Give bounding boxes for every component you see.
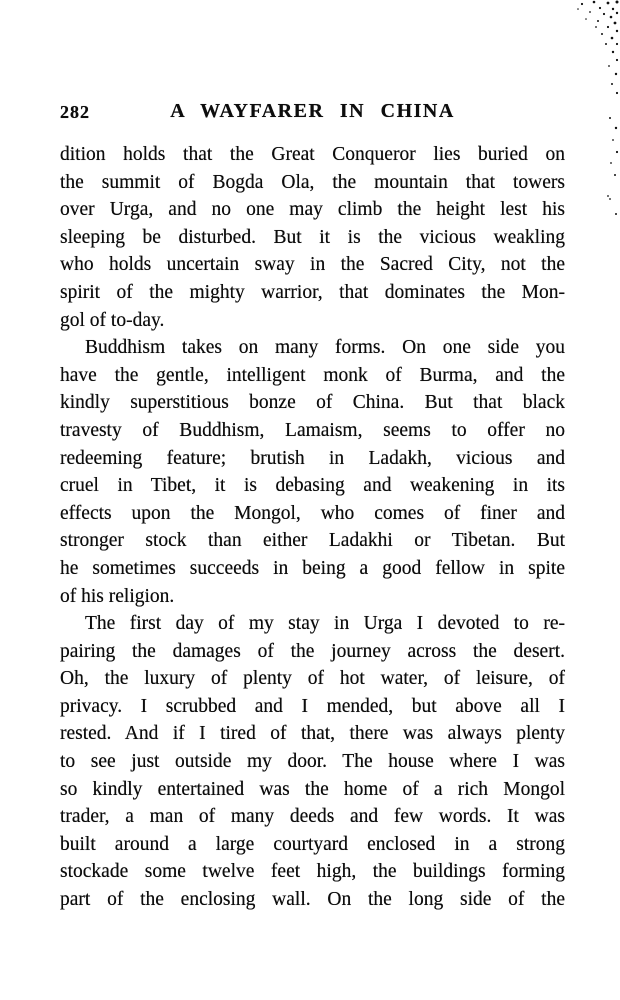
text-line: privacy. I scrubbed and I mended, but above all I <box>60 695 565 717</box>
text-line: rested. And if I tired of that, there was always plenty <box>60 723 565 745</box>
text-line: gol of to-day. <box>60 309 165 331</box>
text-line: cruel in Tibet, it is debasing and weakening in its <box>60 475 565 497</box>
text-line: dition holds that the Great Conqueror lies buried on <box>60 144 565 165</box>
text-line: to see just outside my door. The house where I was <box>60 751 565 773</box>
text-line: Buddhism takes on many forms. On one side you <box>85 337 565 359</box>
running-title: A WAYFARER IN CHINA <box>170 100 455 122</box>
text-line: travesty of Buddhism, Lamaism, seems to offer no <box>60 419 565 441</box>
text-line: Oh, the luxury of plenty of hot water, of leisure, of <box>60 668 565 690</box>
page-header <box>60 100 565 126</box>
text-line: so kindly entertained was the home of a rich Mongol <box>60 778 565 800</box>
text-line: trader, a man of many deeds and few words. It was <box>60 806 565 828</box>
text-line: over Urga, and no one may climb the height lest his <box>60 199 565 221</box>
page-number: 282 <box>60 102 90 122</box>
text-line: The first day of my stay in Urga I devoted to re- <box>85 613 565 635</box>
text-line: kindly superstitious bonze of China. But that black <box>60 392 565 414</box>
text-line: part of the enclosing wall. On the long side of the <box>60 889 565 911</box>
text-line: he sometimes succeeds in being a good fellow in spite <box>60 557 565 579</box>
text-line: of his religion. <box>60 585 175 607</box>
text-line: sleeping be disturbed. But it is the vicious weakling <box>60 226 565 248</box>
text-line: who holds uncertain sway in the Sacred City, not the <box>60 254 565 276</box>
text-line: effects upon the Mongol, who comes of finer and <box>60 502 565 524</box>
text-line: the summit of Bogda Ola, the mountain that towers <box>60 171 565 193</box>
body-text <box>60 141 565 914</box>
text-line: built around a large courtyard enclosed in a strong <box>60 833 565 855</box>
text-line: have the gentle, intelligent monk of Burma, and the <box>60 364 565 386</box>
text-line: redeeming feature; brutish in Ladakh, vicious and <box>60 447 565 469</box>
text-line: pairing the damages of the journey across the desert. <box>60 640 565 662</box>
text-line: stockade some twelve feet high, the buildings forming <box>60 861 565 883</box>
text-line: spirit of the mighty warrior, that dominates the Mon- <box>60 281 565 303</box>
text-line: stronger stock than either Ladakhi or Tibetan. But <box>60 530 565 552</box>
